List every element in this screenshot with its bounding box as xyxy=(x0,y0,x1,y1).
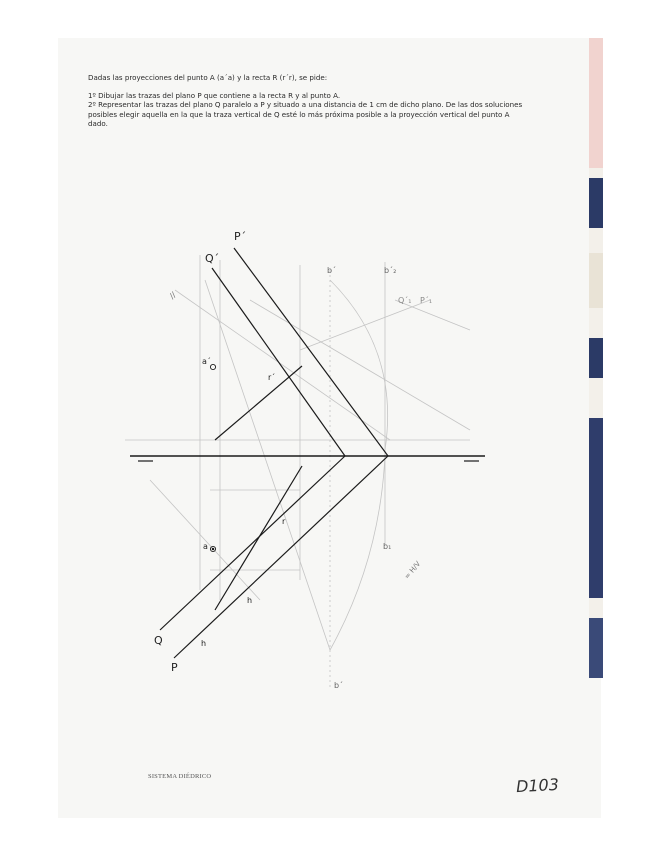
label-P-prime: P´ xyxy=(234,230,247,243)
label-P1-prime: P´₁ xyxy=(420,296,433,305)
footer-series-title: SISTEMA DIÉDRICO xyxy=(148,773,212,780)
label-b2-prime: b´₂ xyxy=(384,266,397,275)
label-r-prime: r´ xyxy=(268,373,276,382)
point-a-prime xyxy=(210,364,215,369)
label-Q: Q xyxy=(154,634,163,647)
construction-line xyxy=(150,480,260,600)
label-b-prime: b´ xyxy=(327,266,337,275)
trace-P xyxy=(174,456,388,658)
label-b1: b₁ xyxy=(383,542,392,551)
statement-item-2: 2º Representar las trazas del plano Q paralelo a P y situado a una distancia de 1 cm de dicho plano. De las dos soluciones posibles elegir aquella en la que la traza vertical de Q esté lo más próxima posible a la proyección vertical del punto A dado. xyxy=(88,100,523,128)
label-h-lower: h xyxy=(247,596,253,605)
statement-intro: Dadas las proyecciones del punto A (a´a) y la recta R (r´r), se pide: xyxy=(88,73,328,82)
points xyxy=(210,364,215,551)
label-Q1-prime: Q´₁ xyxy=(398,296,412,305)
label-P: P xyxy=(171,661,178,674)
label-Q-prime: Q´ xyxy=(205,252,220,265)
statement-item-1: 1º Dibujar las trazas del plano P que contiene a la recta R y al punto A. xyxy=(88,91,341,101)
page-code-handwritten: D103 xyxy=(515,774,560,797)
point-a-center xyxy=(212,548,214,550)
label-r: r xyxy=(282,517,286,526)
label-a-prime: a´ xyxy=(202,357,211,366)
trace-Q xyxy=(160,456,345,630)
label-h-bottom: h xyxy=(201,639,207,648)
ground-line xyxy=(130,456,485,461)
construction-arc xyxy=(330,280,388,450)
trace-P-prime xyxy=(234,248,388,456)
line-r xyxy=(215,466,302,610)
label-a: a xyxy=(203,542,208,551)
line-r-prime xyxy=(215,366,302,440)
construction-line xyxy=(300,300,430,350)
label-b-bottom: b´ xyxy=(334,681,344,690)
drawing-labels xyxy=(154,230,432,690)
label-axis-mark: = H/V xyxy=(402,559,423,581)
plane-traces xyxy=(160,248,388,658)
trace-Q-prime xyxy=(212,268,345,456)
label-small-mark: // xyxy=(167,290,178,301)
